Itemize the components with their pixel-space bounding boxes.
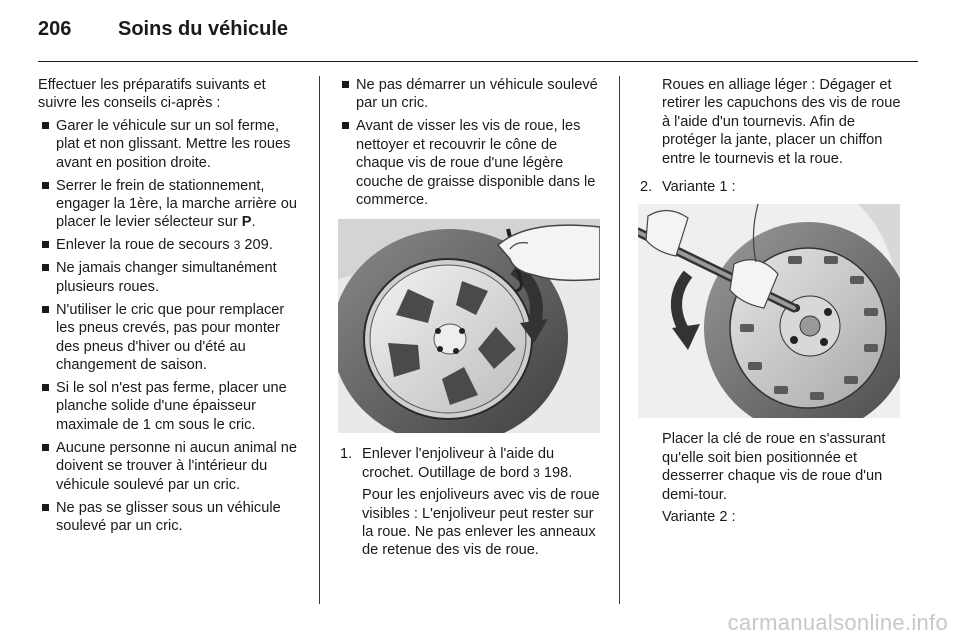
- list-item: [38, 259, 304, 296]
- list-item-text: Ne jamais changer simultanément plusieurs roues.: [56, 260, 277, 295]
- bullet-list: [38, 117, 304, 536]
- wheel-wrench-drawing: [638, 204, 900, 418]
- step-1: [338, 445, 604, 482]
- column-middle: [338, 76, 604, 564]
- list-item: [38, 117, 304, 172]
- column-left: [38, 76, 304, 540]
- list-item: [38, 379, 304, 434]
- step-text: Variante 1 :: [662, 179, 736, 196]
- page-ref-arrow-icon: 3: [233, 238, 241, 253]
- step-number: 2.: [640, 179, 653, 196]
- step-1-note: Pour les enjoliveurs avec vis de roue visibles : L'enjoliveur peut rester sur la roue. Ne pas enlever les anneaux de retenue des vis de roue.: [362, 487, 600, 559]
- alloy-wheel-note: Roues en alliage léger : Dégager et retirer les capuchons des vis de roue à l'aide d'un tournevis. Afin de protéger la jante, placer un chiffon entre le tournevis et la roue.: [662, 77, 901, 167]
- list-item: [38, 499, 304, 536]
- hubcap-removal-illustration: [338, 219, 600, 433]
- list-item-text: Enlever la roue de secours: [56, 237, 234, 254]
- list-item: [338, 117, 604, 209]
- list-item: [38, 177, 304, 232]
- column-divider: [319, 76, 320, 604]
- step-text: Enlever l'enjoliveur à l'aide du crochet. Outillage de bord: [362, 446, 555, 481]
- step-2-note: Placer la clé de roue en s'assurant qu'elle soit bien positionnée et desserrer chaque vis de roue d'un demi-tour.: [662, 431, 886, 503]
- list-item-text: Aucune personne ni aucun animal ne doivent se trouver à l'intérieur du véhicule soulevé par un cric.: [56, 439, 297, 493]
- list-item-text: Ne pas se glisser sous un véhicule soulevé par un cric.: [56, 499, 281, 535]
- list-item-text: .: [251, 214, 256, 231]
- intro-paragraph: Effectuer les préparatifs suivants et suivre les conseils ci-après :: [38, 77, 266, 112]
- variant-2-label: Variante 2 :: [662, 509, 736, 526]
- step-number: 1.: [340, 446, 353, 463]
- page-title: Soins du véhicule: [118, 18, 289, 40]
- list-item: [38, 301, 304, 375]
- column-right: [638, 76, 904, 530]
- page-ref: 209.: [240, 237, 273, 254]
- page-number: 206: [38, 18, 72, 40]
- watermark: carmanualsonline.info: [727, 610, 948, 635]
- list-item-text: Si le sol n'est pas ferme, placer une planche solide d'une épaisseur maximale de 1 cm sous le cric.: [56, 380, 287, 433]
- list-item: [38, 236, 304, 254]
- wheel-wrench-illustration: [638, 204, 900, 418]
- list-item-text: Serrer le frein de stationnement, engager la 1ère, la marche arrière ou placer le levier sélecteur sur: [56, 177, 297, 231]
- list-item-text: Avant de visser les vis de roue, les nettoyer et recouvrir le cône de chaque vis de roue d'une légère couche de graisse disponible dans le commerce.: [356, 118, 596, 209]
- page-ref: 198.: [539, 464, 573, 481]
- page-header: [38, 18, 288, 46]
- column-divider: [619, 76, 620, 604]
- list-item-text: Garer le véhicule sur un sol ferme, plat et non glissant. Mettre les roues avant en position droite.: [56, 117, 291, 171]
- bullet-list: [338, 76, 604, 209]
- list-item: [38, 439, 304, 494]
- selector-position-p: P: [241, 214, 252, 231]
- hubcap-removal-drawing: [338, 219, 600, 433]
- header-rule: [38, 61, 918, 62]
- list-item-text: Ne pas démarrer un véhicule soulevé par un cric.: [356, 77, 598, 112]
- page-ref-arrow-icon: 3: [533, 465, 540, 480]
- list-item: [338, 76, 604, 113]
- step-2: [638, 178, 904, 196]
- list-item-text: N'utiliser le cric que pour remplacer les pneus crevés, pas pour monter des pneus d'hiver ou d'été au changement de saison.: [56, 301, 285, 374]
